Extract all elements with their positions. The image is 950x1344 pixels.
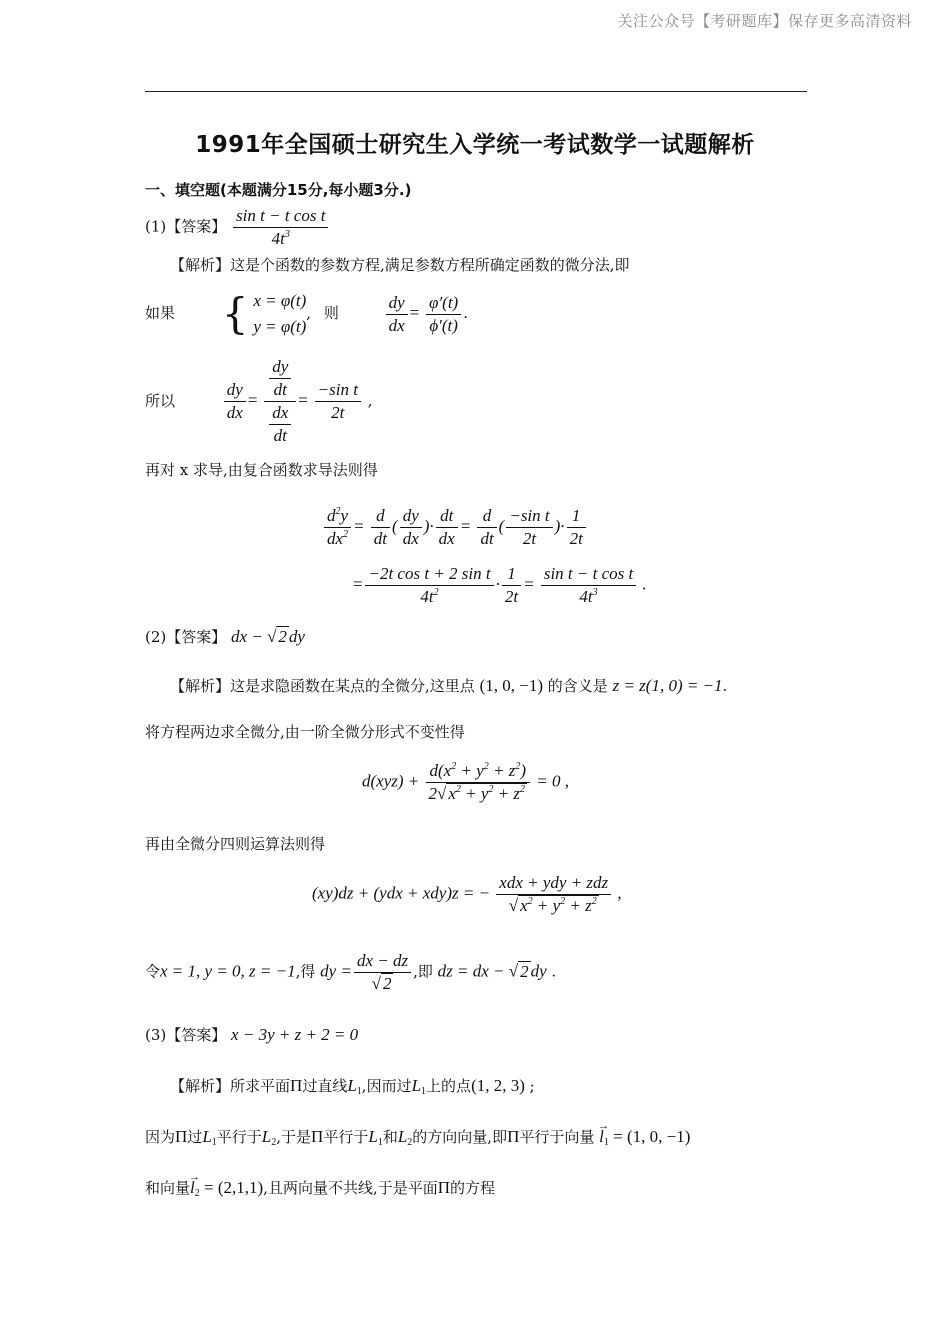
q2-answer: (2)【答案】 dx − √ 2 dy	[145, 627, 305, 646]
q2-analysis: 【解析】这是求隐函数在某点的全微分,这里点 (1, 0, −1) 的含义是 z = z(1, 0) = −1.	[170, 676, 728, 695]
q3-line3: 和向量→ $l_2 = (2,1,1)$,且两向量不共线,于是平面Π的方程	[145, 1178, 495, 1198]
q2-substitution: 令x = 1, y = 0, z = −1,得 dy = $\frac{dx - dz}{√ 2}$ ,即 dz = dx − √ 2 dy .	[145, 951, 557, 993]
q1-answer-tag: 【答案】	[166, 217, 227, 236]
q1-first-derivative: 所以 $\frac{dy}{dx}$ = $\frac{\frac{dy}{dt}}{\frac{dx}{dt}}$ = $\frac{\text{−sin t}}{2t}$ ,	[145, 357, 373, 445]
q3-line2: 因为Π过$L_1$平行于$L_2$,于是Π平行于$L_1$和$L_2$的方向向量,即Π平行于向量 → $l_1 = (1$, 0, −1)	[145, 1127, 690, 1147]
q1-chain-rule-text: 再对 x 求导,由复合函数求导法则得	[145, 461, 378, 479]
watermark: 关注公众号【考研题库】保存更多高清资料	[617, 12, 912, 30]
q2-arithmetic-rule: (xy)dz + (ydx + xdy)z = − $\frac{\text{xdx + ydy + zdz}}{√ x^2 + y^2 + z^2}$ ,	[312, 873, 622, 915]
q2-line2: 将方程两边求全微分,由一阶全微分形式不变性得	[145, 723, 465, 741]
q1-analysis: 【解析】这是个函数的参数方程,满足参数方程所确定函数的微分法,即	[170, 256, 630, 274]
section-heading: 一、填空题(本题满分15分,每小题3分.)	[145, 181, 412, 199]
q1-second-derivative-line2: = $\frac{\text{−2t cos t + 2 sin t}}{4t^2}$ · $\frac{1}{2t}$ = $\frac{\text{sin t − t cos t}}{4t^3}$ .	[352, 564, 647, 606]
q1-answer-fraction: $\frac{\text{sin t − t cos t}}{4t^3}$	[233, 205, 328, 250]
q1-num: (1)	[145, 217, 167, 236]
q2-total-differential: d(xyz) + $\frac{d(x^2 + y^2 + z^2)}{2√ x^2 + y^2 + z^2}$ = 0 ,	[362, 761, 570, 803]
q2-line3: 再由全微分四则运算法则得	[145, 835, 326, 853]
q3-analysis: 【解析】所求平面Π过直线$L_1$,因而过$L_1$上的点(1, 2, 3) ;	[170, 1076, 535, 1097]
q1-param-system: 如果 { x = φ(t) y = φ(t), 则 $\frac{dy}{dx}$ = $\frac{\varphi'(t)}{\phi'(t)}$ .	[145, 289, 468, 338]
q1-second-derivative-line1: $\frac{d^2y}{dx^2}$ = $\frac{d}{dt}$ ( $\frac{dy}{dx}$ )· $\frac{dt}{dx}$ = $\frac{d}{dt}$ ( $\frac{\text{−sin t}}{2t}$ )· $\frac{1}{2t}$	[322, 505, 588, 550]
page-title: 1991年全国硕士研究生入学统一考试数学一试题解析	[195, 132, 755, 158]
q3-answer: (3)【答案】 x − 3y + z + 2 = 0	[145, 1025, 359, 1044]
header-rule	[145, 91, 807, 92]
q1-answer	[145, 205, 330, 250]
